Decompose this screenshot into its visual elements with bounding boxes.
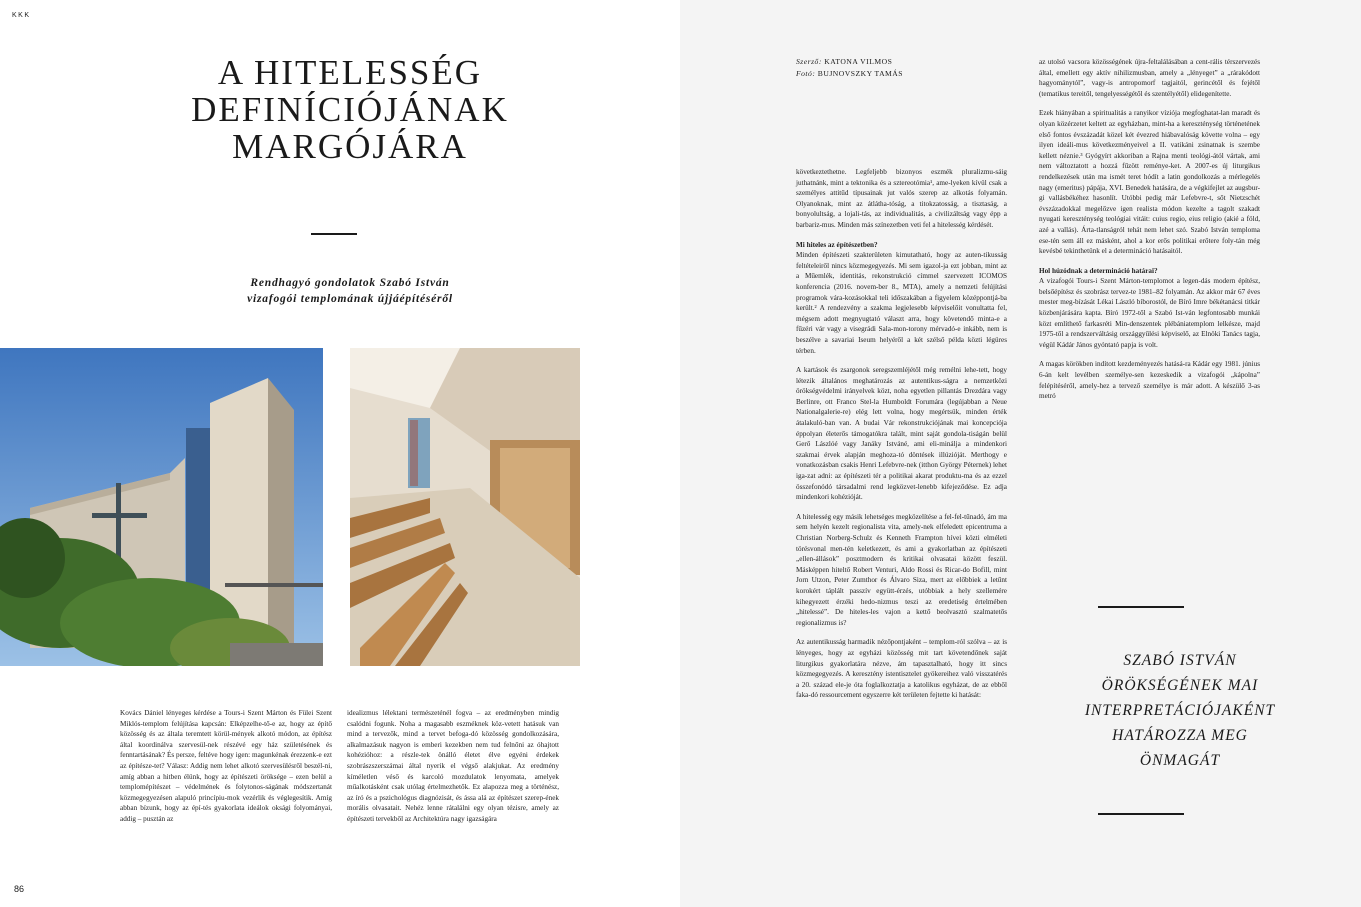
page-number: 86	[14, 884, 25, 894]
paragraph: Ezek hiányában a spiritualitás a ranyikor víziója megfoghatat-lan maradt és olyan közérzetet keltett az egyházban, mint-ha a kereszténység történetének első fontos évszázadát közel két évezred hiábavalóság követte volna – egy ilyen ideáli-mus következményeivel a II. vatikáni zsinatnak is szembe kellett néznie.³ Gyógyírt akkoriban a Rajna menti teológi-ától vártak, ami nem változtatott a hozzá fűzött reménye-ket. A 2007-es új liturgikus rendelkezések után ma ismét teret hódít a latin gondolkozás a mérlegelés nagy (emeritus) pápája, XVI. Benedek hatására, de a végkifejlet az augsbur-gi vallásbékéhez hasonlít. Utóbbi pedig már Lefebvre-t, sőt Nietzschét évszázadokkal megelőzve igen realista módon kezelte a tagolt szakadt nyugati kereszténység teológiai vitáit: cuius regio, eius religio (akié a föld, azé a vallás). Árta-tlanságról tehát nem lehet szó. Szabó István temploma ese-tén sem áll ez másként, ahol a kor erős politikai erőtere foly-tán még kevésbé tekinthetünk el a determináció hatásaitól.	[1039, 109, 1260, 256]
paragraph: idealizmus lélektani természeténél fogva – az eredményben mindig csalódni fogunk. Noha a magasabb eszméknek köz-vetett hatásuk van mind a tervezők, mind a tervet befoga-dó közösség gondolkozására, alkalmazásuk nagyon is emberi kezekben nem tud felnőni az óhajtott kohézióhoz: a részle-tek önálló életet élve egyéni érdekek szobrászszerszámai által nyerik el végső alakjukat. Az eredmény kíméletlen véső és karcoló mozdulatok lenyomata, amelyek műalkotásként csak utólag értelmezhetők. Ez alapozza meg a történész, az író és a pszichológus diagnózisát, és ássa alá az építészet szerep-ének morális olvasatait. Nehéz lenne rátalálni egy olyan tézisre, amely az építészeti tervekből az Architektúra nagy igazságára	[347, 709, 559, 823]
pull-quote	[1035, 648, 1325, 773]
photographer-name: BUJNOVSZKY TAMÁS	[817, 69, 904, 78]
section-heading: Hol húzódnak a determináció határai?	[1039, 266, 1158, 275]
quote-line: SZABÓ ISTVÁN	[1123, 652, 1237, 669]
quote-line: ÖRÖKSÉGÉNEK MAI	[1101, 677, 1259, 694]
quote-divider-top	[1098, 606, 1184, 608]
author-label: Szerző:	[796, 57, 822, 66]
title-divider	[311, 233, 357, 235]
photographer-label: Fotó:	[796, 69, 816, 78]
quote-line: HATÁROZZA MEG	[1112, 727, 1248, 744]
article-title-line-1: A HITELESSÉG	[217, 53, 483, 92]
subtitle-line-1: Rendhagyó gondolatok Szabó István	[250, 277, 450, 289]
article-subtitle	[170, 275, 530, 307]
section-heading: Mi hiteles az építészetben?	[796, 240, 878, 249]
paragraph: A vizafogói Tours-i Szent Márton-templomot a legen-dás modern építész, belsőépítész és szobrász tervez-te 1981–82 folyamán. Az akkor már 67 éves mester meg-bízását Lékai László bíborostól, de Bíró Imre békétanácsi titkár közbenjárására kapta. Bíró 1972-től a Szabó Ist-ván legfontosabb munkái közt említhető farkasréti Min-denszentek plébániatemplom lelkésze, majd 1975-től a rendszerváltásig országgyűlési képviselő, az Elnöki Tanács tagja, végül Kádár János gyóntató papja is volt.	[1039, 277, 1260, 349]
paragraph: az utolsó vacsora közösségének újra-feltalálásában a cent-rális térszervezés által, emellett egy aktív nihilizmusban, amely a „lényeget” a „rárakódott hagyománytól”, vagy-is antropomorf tagjaitól, gerincétől és fejétől (tematikus tereitől, tengelyességétől és szentélyétől) elidegenítette.	[1039, 58, 1260, 98]
right-text-column-2	[1039, 57, 1260, 411]
paragraph: A magas körökben indított kezdeményezés hatásá-ra Kádár egy 1981. június 6-án kelt levélben személye-sen kezeskedik a vizafogói „kápolna” felépítéséről, amely-hez a tervező személye is már adott. A készülő 3-as metró	[1039, 360, 1260, 401]
paragraph: Az autentikusság harmadik nézőpontjaként – templom-ról szólva – az is lényeges, hogy az egyházi közösség mit tart követendőnek saját liturgikus gyakorlatára nézve, ám tapasztalható, hogy itt sincs közmegegyezés. A keresztény istentisztelet gyökereihez való visszatérés a 20. század ele-je óta foglalkoztatja a katolikus egyházat, de az ebből faka-dó ressourcement egyszerre két területen fejtette ki hatását:	[796, 638, 1007, 700]
subtitle-line-2: vizafogói templomának újjáépítéséről	[247, 293, 453, 305]
quote-line: ÖNMAGÁT	[1139, 752, 1221, 769]
quote-divider-bottom	[1098, 813, 1184, 815]
paragraph: A kartások és zsargonok seregszemléjétől még remélni lehe-tett, hogy létezik általános meghatározás az autentikus-ságra a nemzetközi örökségvédelmi irányelvek közt, noha egyetlen pillantás Drezdára vagy Berlinre, ott Franco Stel-la Humboldt Forumára (legújabban a Neue Nationalgalerie-re) elég lett volna, hogy megértsük, minden érték átalakuló-ban van. A budai Vár rekonstrukciójának mai koncepciója éppolyan életerős támogatókra talált, mint saját gondola-tiságán belül Gerő Lászlóé vagy Janáky Istváné, ami eli-minálja a mindenkori szakmai érvek alapján meghoza-tó döntések illúzióját. Merthogy e vonatkozásban csakis Henri Lefebvre-nek (itthon György Péternek) lehet iga-zat adni: az építészeti tér a politikai akarat produktu-ma és az ezzel összefonódó társadalmi rend legközvet-lenebb kifejeződése. Ez adja mindenkori kohézióját.	[796, 366, 1007, 502]
article-credits	[796, 56, 903, 80]
left-text-column-2	[347, 708, 559, 834]
left-text-column-1	[120, 708, 332, 834]
paragraph: A hitelesség egy másik lehetséges megközelítése a fel-fel-tűnadó, ám ma sem helyén kezelt regionalista vita, amely-nek elfeledett epicentruma a Christian Norberg-Schulz és Kenneth Frampton hívei közti elméleti törésvonal men-tén keletkezett, és ami a gyakorlatban az építészeti „ellen-állások” posztmodern és kritikai olvasatai között feszül. Másképpen hiteltő Robert Venturi, Aldo Rossi és Ricar-do Bofill, mint Jorn Utzon, Peter Zumthor és Álvaro Siza, mert az előbbiek a letűnt korokért táplált passzív együtt-érzés, utóbbiak a hely szellemére kihegyezett érzéki hedo-nizmus teszi az eredetiség értelmében „hitelessé”. De hiteles-les vajon a kettő beolvasztó szalmatetős regionalizmus is?	[796, 512, 1007, 627]
magazine-logo: KKK	[12, 12, 31, 19]
article-title-line-3: MARGÓJÁRA	[232, 127, 468, 166]
article-title-line-2: DEFINÍCIÓJÁNAK	[191, 90, 509, 129]
author-name: KATONA VILMOS	[824, 57, 893, 66]
paragraph: Minden építészeti szakterületen kimutatható, hogy az auten-tikusság feltételeiről nincs közmegegyezés. Mi sem igazol-ja ezt jobban, mint az a Műemlék, identitás, rekonstrukció címmel szervezett ICOMOS konferencia (2016. novem-ber 8., MTA), amely a nemzeti felújítási programok vára-kozásokkal teli időszakában a figyelem középpontjá-ba került.² A rendezvény a szakma legjelesebb képviselőit vonultatta fel, mégsem adott megnyugtató választ arra, hogy követendő minta-e a fűzéri vár vagy a visegrádi Sala-mon-torony mérvadó-e inkább, nem is beszélve a savariai Iseum helyéről a két szélső példa közti légüres térben.	[796, 251, 1007, 355]
church-interior-photo	[350, 348, 580, 666]
church-exterior-photo	[0, 348, 323, 666]
paragraph: Kovács Dániel lényeges kérdése a Tours-i Szent Márton és Fülei Szent Miklós-templom felújítása kapcsán: Elképzelhe-tő-e az, hogy az építő közösség és az általa teremtett körül-mények alkotó módon, az építész által koordinálva szervesül-nek részévé egy ház születésének és fenntartásának? És persze, feltéve hogy igen: magunkénak érezzenk-e ezt az építésze-tet? Válasz: Addig nem lehet alkotó szervesülésről beszél-ni, amíg abban a hitben élünk, hogy az építészeti öröksége – ezen belül a templomépítészet – védelmének és folytonos-ságának módszertanát közmegegyezésen alapuló princípiu-mok vezérlik és véglegesítik. Amíg abban bízunk, hogy az épí-tés gyakorlata ideálok oksági folyományai, addig – pusztán az	[120, 709, 332, 823]
left-page	[0, 0, 680, 907]
quote-line: INTERPRETÁCIÓJAKÉNT	[1084, 702, 1276, 719]
paragraph: következtethetne. Legfeljebb bizonyos eszmék pluralizmu-sáig juthatnánk, mint a tektonika és a sztereotómia¹, ame-lyeken kívül csak a személyes attitűd típusainak jut valós szerep az alkotás folyamán. Olyanoknak, mint az átlátha-tóság, a titokzatosság, a tisztaság, a bonyolultság, a lojali-tás, az individualitás, a civilizáltság vagy épp a barbariz-mus. Minden más színezetben veti fel a hitelesség kérdését.	[796, 168, 1007, 229]
right-text-column-1	[796, 167, 1007, 710]
right-page	[680, 0, 1361, 907]
